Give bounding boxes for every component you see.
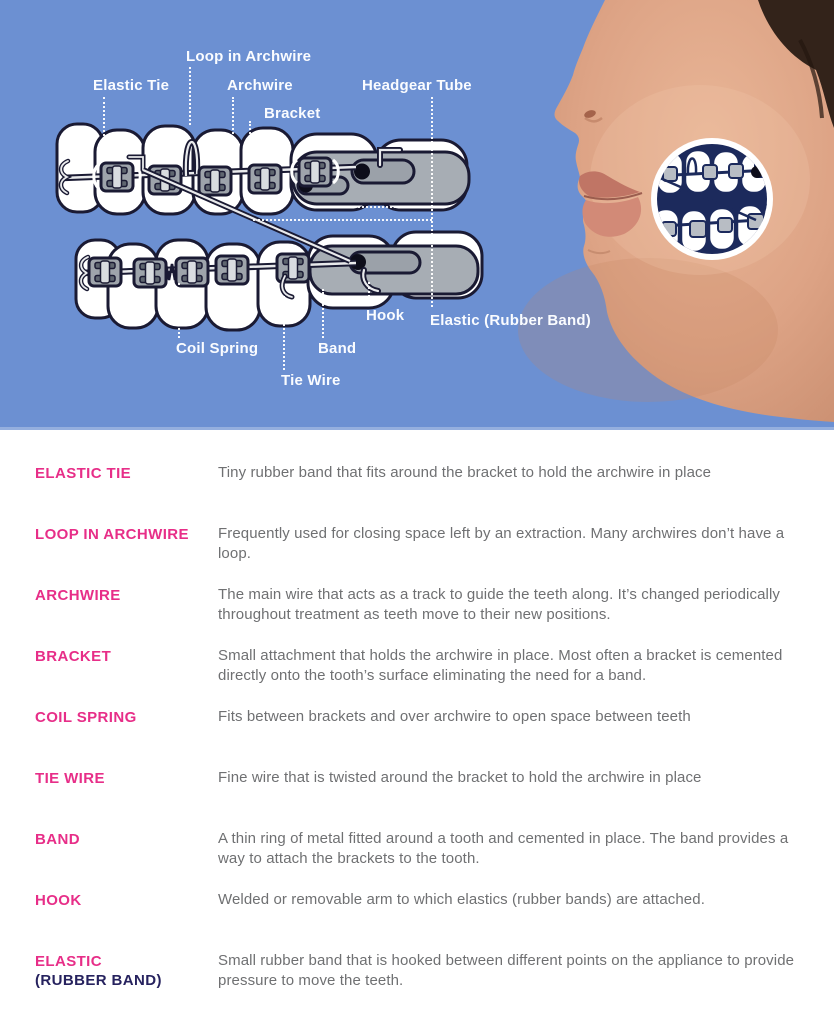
definition-text: The main wire that acts as a track to guide the teeth along. It’s changed periodically throughout treatment as teeth move to their new positions. [218,586,780,623]
term-text: BRACKET [35,648,112,665]
leader-coil-spring [178,283,180,338]
term [35,646,218,666]
hero-banner [0,0,834,430]
glossary-row-hook [35,890,814,930]
leader-headgear-elastic [431,97,433,307]
term-text: COIL SPRING [35,709,137,726]
term-text: HOOK [35,892,82,909]
term-text: ELASTIC TIE [35,465,132,482]
glossary-row-elastic-rubber-band [35,951,814,991]
glossary-row-coil-spring [35,707,814,747]
label-archwire: Archwire [227,77,293,94]
glossary-row-bracket [35,646,814,686]
glossary-row-tie-wire [35,768,814,808]
term [35,768,218,788]
glossary-row-band [35,829,814,869]
label-bracket: Bracket [264,105,321,122]
leader-loop-in-archwire [189,67,191,125]
glossary-section [0,430,834,991]
leader-archwire [232,97,234,157]
term [35,463,218,483]
leader-bracket [249,121,251,158]
term-text: ELASTIC [35,953,102,970]
leader-headgear-horizontal [325,206,432,208]
definition-text: Welded or removable arm to which elastics (rubber bands) are attached. [218,891,705,908]
leader-band [322,289,324,338]
leader-elastic-horizontal [253,219,432,221]
glossary-row-elastic-tie [35,463,814,503]
label-loop-in-archwire: Loop in Archwire [186,48,312,65]
definition-text: Small attachment that holds the archwire in place. Most often a bracket is cemented directly onto the tooth’s surface eliminating the need for a band. [218,647,783,684]
term-text: BAND [35,831,80,848]
label-band: Band [318,340,357,357]
term [35,890,218,910]
definition-text: Frequently used for closing space left by an extraction. Many archwires don’t have a loop. [218,525,785,562]
braces-diagram-illustration [0,0,834,430]
glossary-row-loop-in-archwire [35,524,814,564]
term-text-secondary: (RUBBER BAND) [35,972,162,989]
label-elastic-tie: Elastic Tie [93,77,170,94]
leader-elastic-tie [103,97,105,152]
term-text: ARCHWIRE [35,587,121,604]
leader-hook [368,282,370,305]
term-text: TIE WIRE [35,770,105,787]
label-hook: Hook [366,307,405,324]
label-coil-spring: Coil Spring [176,340,259,357]
definition-text: Fine wire that is twisted around the bracket to hold the archwire in place [218,769,702,786]
glossary-row-archwire [35,585,814,625]
definition-text: Fits between brackets and over archwire to open space between teeth [218,708,691,725]
term [35,951,218,990]
definition-text: A thin ring of metal fitted around a tooth and cemented in place. The band provides a way to attach the brackets to the tooth. [218,830,789,867]
term [35,829,218,849]
label-elastic-rubber-band: Elastic (Rubber Band) [430,312,591,329]
definition-text: Tiny rubber band that fits around the bracket to hold the archwire in place [218,464,712,481]
leader-tie-wire [283,296,285,370]
term [35,585,218,605]
term [35,707,218,727]
term-text: LOOP IN ARCHWIRE [35,526,189,543]
term [35,524,218,544]
label-headgear-tube: Headgear Tube [362,77,472,94]
label-tie-wire: Tie Wire [281,372,341,389]
definition-text: Small rubber band that is hooked between different points on the appliance to provide pressure to move the teeth. [218,952,795,989]
